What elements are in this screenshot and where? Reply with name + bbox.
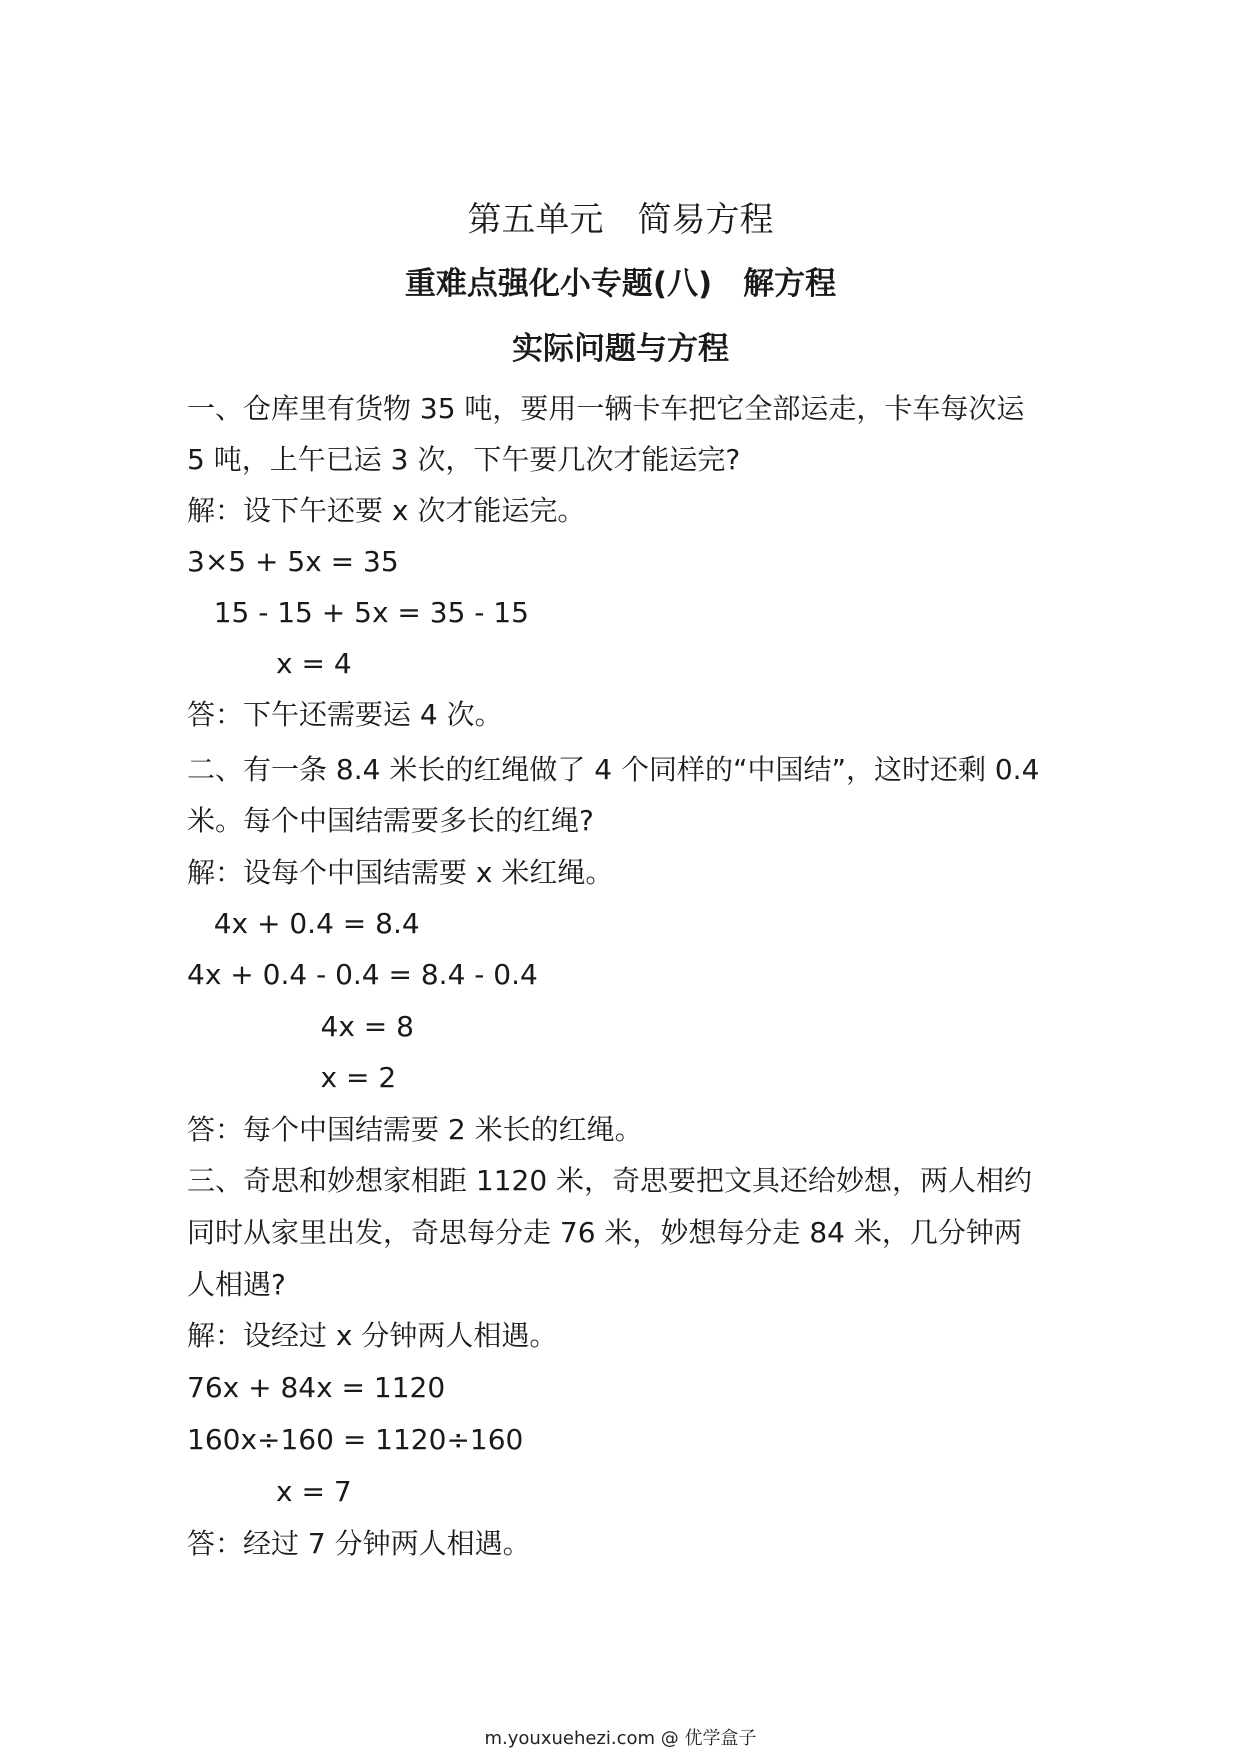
problem-2-solution-intro: 解：设每个中国结需要 x 米红绳。 [187, 856, 614, 889]
problem-3-step-3: x = 7 [187, 1475, 352, 1508]
problem-3-step-2: 160x÷160 = 1120÷160 [187, 1423, 524, 1456]
problem-3-answer: 答：经过 7 分钟两人相遇。 [187, 1527, 531, 1560]
problem-2-step-4: x = 2 [187, 1061, 397, 1094]
problem-3-solution-intro: 解：设经过 x 分钟两人相遇。 [187, 1319, 558, 1352]
problem-1-answer: 答：下午还需要运 4 次。 [187, 698, 503, 731]
section-title: 实际问题与方程 [512, 331, 729, 367]
problem-3-question-line-2: 同时从家里出发，奇思每分走 76 米，妙想每分走 84 米，几分钟两 [187, 1216, 1022, 1249]
problem-1-solution-intro: 解：设下午还要 x 次才能运完。 [187, 494, 586, 527]
topic-title: 重难点强化小专题(八) 解方程 [404, 266, 837, 302]
problem-1-question-line-2: 5 吨，上午已运 3 次，下午要几次才能运完? [187, 443, 741, 476]
problem-2-question-line-1: 二、有一条 8.4 米长的红绳做了 4 个同样的“中国结”，这时还剩 0.4 [187, 753, 1040, 786]
problem-3-question-line-3: 人相遇? [187, 1268, 286, 1301]
problem-2-step-3: 4x = 8 [187, 1010, 414, 1043]
problem-3-question-line-1: 三、奇思和妙想家相距 1120 米，奇思要把文具还给妙想，两人相约 [187, 1164, 1033, 1197]
problem-2-question-line-2: 米。每个中国结需要多长的红绳? [187, 804, 594, 837]
problem-3-step-1: 76x + 84x = 1120 [187, 1371, 446, 1404]
unit-title: 第五单元 简易方程 [467, 200, 774, 240]
problem-1-step-1: 3×5 + 5x = 35 [187, 545, 399, 578]
problem-2-step-2: 4x + 0.4 - 0.4 = 8.4 - 0.4 [187, 958, 538, 991]
problem-1-step-2: 15 - 15 + 5x = 35 - 15 [187, 596, 529, 629]
problem-2-answer: 答：每个中国结需要 2 米长的红绳。 [187, 1113, 643, 1146]
problem-1-question-line-1: 一、仓库里有货物 35 吨，要用一辆卡车把它全部运走，卡车每次运 [187, 392, 1025, 425]
problem-1-step-3: x = 4 [187, 647, 352, 680]
footer-watermark: m.youxuehezi.com @ 优学盒子 [484, 1728, 757, 1749]
problem-2-step-1: 4x + 0.4 = 8.4 [187, 907, 420, 940]
